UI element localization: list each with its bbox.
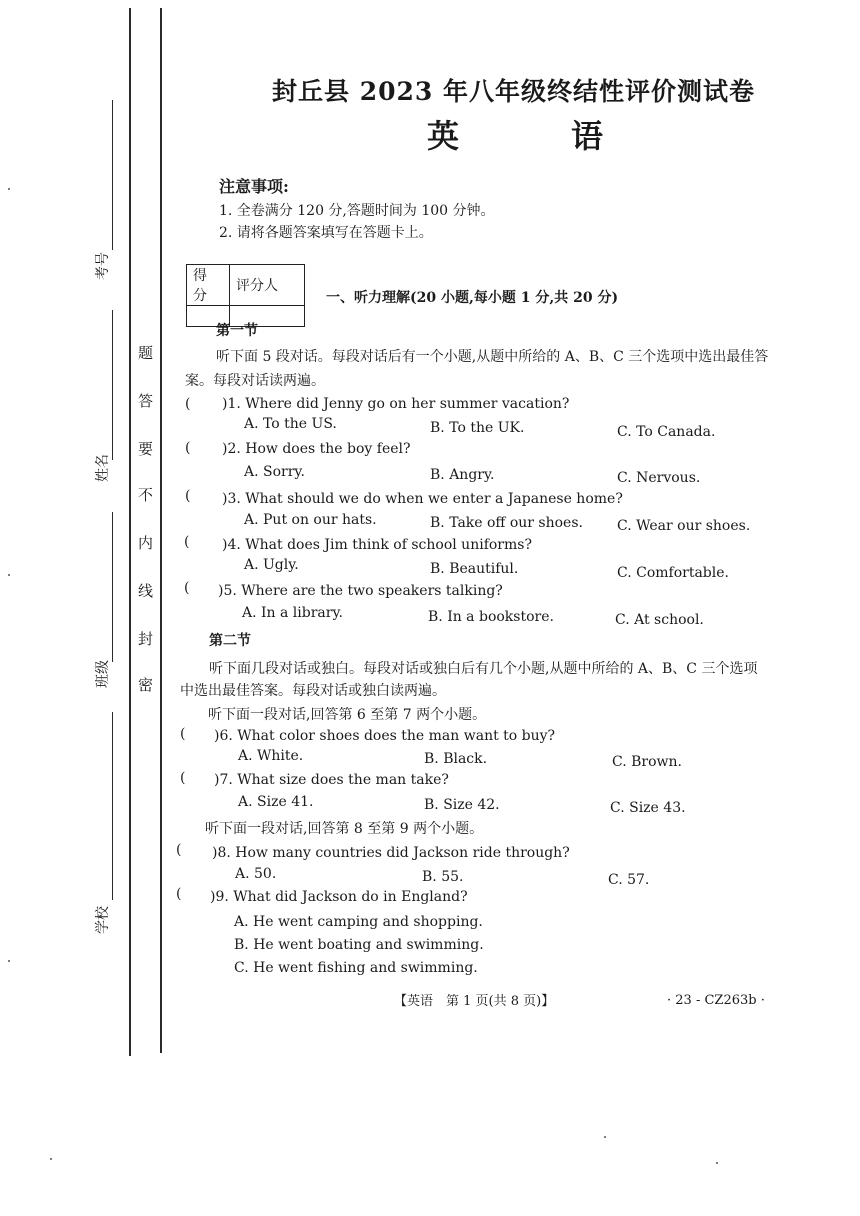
option-b: B. Beautiful. — [430, 561, 519, 577]
option-c: C. 57. — [608, 872, 650, 888]
question-stem: )5. Where are the two speakers talking? — [218, 583, 503, 599]
notes-heading: 注意事项: — [219, 177, 289, 196]
question-stem: )7. What size does the man take? — [214, 772, 449, 788]
seal-char: 要 — [138, 440, 154, 458]
section2-title: 第二节 — [209, 633, 251, 649]
page-footer: 【英语 第 1 页(共 8 页)】 — [394, 994, 555, 1009]
option-b: B. 55. — [422, 869, 464, 885]
scan-speck — [716, 1162, 718, 1164]
scan-speck — [8, 960, 10, 962]
answer-paren[interactable]: ( — [185, 440, 191, 456]
seal-char: 封 — [138, 630, 154, 648]
section2-subinstruction: 听下面一段对话,回答第 8 至第 9 两个小题。 — [205, 821, 484, 837]
option-b: B. To the UK. — [430, 420, 525, 436]
option-b: B. In a bookstore. — [428, 609, 554, 625]
option-a: A. Size 41. — [238, 794, 314, 810]
seal-char: 线 — [138, 582, 154, 600]
option-c: C. Brown. — [612, 754, 682, 770]
question-stem: )2. How does the boy feel? — [222, 441, 411, 457]
option-a: A. He went camping and shopping. — [234, 914, 483, 930]
option-c: C. Wear our shoes. — [617, 518, 751, 534]
section2-instructions: 听下面几段对话或独白。每段对话或独白后有几个小题,从题中所给的 A、B、C 三个选项 — [209, 661, 758, 677]
grader-header: 评分人 — [230, 265, 305, 306]
option-a: A. 50. — [235, 866, 277, 882]
option-b: B. Size 42. — [424, 797, 500, 813]
score-table — [186, 264, 305, 327]
scan-speck — [604, 1136, 606, 1138]
answer-paren[interactable]: ( — [185, 396, 191, 412]
scan-speck — [8, 188, 10, 190]
option-c: C. Size 43. — [610, 800, 686, 816]
option-a: A. Sorry. — [244, 464, 305, 480]
option-c: C. He went fishing and swimming. — [234, 960, 478, 976]
option-a: A. White. — [238, 748, 304, 764]
seal-char: 内 — [138, 534, 154, 552]
option-c: C. To Canada. — [617, 424, 716, 440]
score-header: 得 分 — [187, 265, 230, 306]
answer-paren[interactable]: ( — [184, 534, 190, 550]
scan-speck — [50, 1158, 52, 1160]
margin-line-outer — [129, 8, 131, 1056]
option-a: A. Put on our hats. — [244, 512, 377, 528]
question-stem: )8. How many countries did Jackson ride through? — [212, 845, 570, 861]
question-stem: )9. What did Jackson do in England? — [210, 889, 468, 905]
field-exam-number: 考号 — [95, 252, 111, 280]
option-b: B. He went boating and swimming. — [234, 937, 484, 953]
seal-char: 密 — [138, 676, 154, 694]
option-c: C. At school. — [615, 612, 704, 628]
part1-heading: 一、听力理解(20 小题,每小题 1 分,共 20 分) — [326, 290, 619, 306]
scan-speck — [8, 574, 10, 576]
seal-char: 答 — [138, 392, 154, 410]
question-stem: )1. Where did Jenny go on her summer vacation? — [222, 396, 570, 412]
field-school: 学校 — [95, 906, 111, 934]
option-a: A. Ugly. — [244, 557, 299, 573]
exam-title: 封丘县 2023 年八年级终结性评价测试卷 — [272, 77, 755, 106]
option-c: C. Nervous. — [617, 470, 701, 486]
field-name: 姓名 — [95, 454, 111, 482]
notes-item: 2. 请将各题答案填写在答题卡上。 — [219, 225, 433, 241]
field-class: 班级 — [95, 660, 111, 688]
answer-paren[interactable]: ( — [176, 842, 182, 858]
section1-instructions: 听下面 5 段对话。每段对话后有一个小题,从题中所给的 A、B、C 三个选项中选出最佳答 — [216, 349, 769, 365]
question-stem: )4. What does Jim think of school uniforms? — [222, 537, 532, 553]
answer-paren[interactable]: ( — [180, 770, 186, 786]
blank-exam-number[interactable] — [112, 100, 113, 250]
answer-paren[interactable]: ( — [180, 726, 186, 742]
option-b: B. Angry. — [430, 467, 495, 483]
subject-title: 英 语 — [427, 117, 644, 155]
margin-line-inner — [160, 8, 162, 1053]
paper-code: · 23 - CZ263b · — [667, 993, 765, 1008]
option-c: C. Comfortable. — [617, 565, 729, 581]
option-b: B. Take off our shoes. — [430, 515, 583, 531]
answer-paren[interactable]: ( — [184, 580, 190, 596]
option-b: B. Black. — [424, 751, 488, 767]
blank-name[interactable] — [112, 310, 113, 460]
question-stem: )6. What color shoes does the man want to buy? — [214, 728, 556, 744]
option-a: A. In a library. — [242, 605, 343, 621]
blank-school[interactable] — [112, 712, 113, 900]
section1-instructions: 案。每段对话读两遍。 — [185, 373, 325, 389]
question-stem: )3. What should we do when we enter a Japanese home? — [222, 491, 623, 507]
notes-item: 1. 全卷满分 120 分,答题时间为 100 分钟。 — [219, 203, 495, 219]
answer-paren[interactable]: ( — [185, 488, 191, 504]
section1-title: 第一节 — [216, 323, 258, 339]
option-a: A. To the US. — [244, 416, 337, 432]
seal-char: 不 — [138, 486, 154, 504]
section2-instructions: 中选出最佳答案。每段对话或独白读两遍。 — [180, 683, 446, 699]
section2-subinstruction: 听下面一段对话,回答第 6 至第 7 两个小题。 — [208, 707, 487, 723]
seal-char: 题 — [138, 344, 154, 362]
blank-class[interactable] — [112, 512, 113, 662]
answer-paren[interactable]: ( — [176, 886, 182, 902]
